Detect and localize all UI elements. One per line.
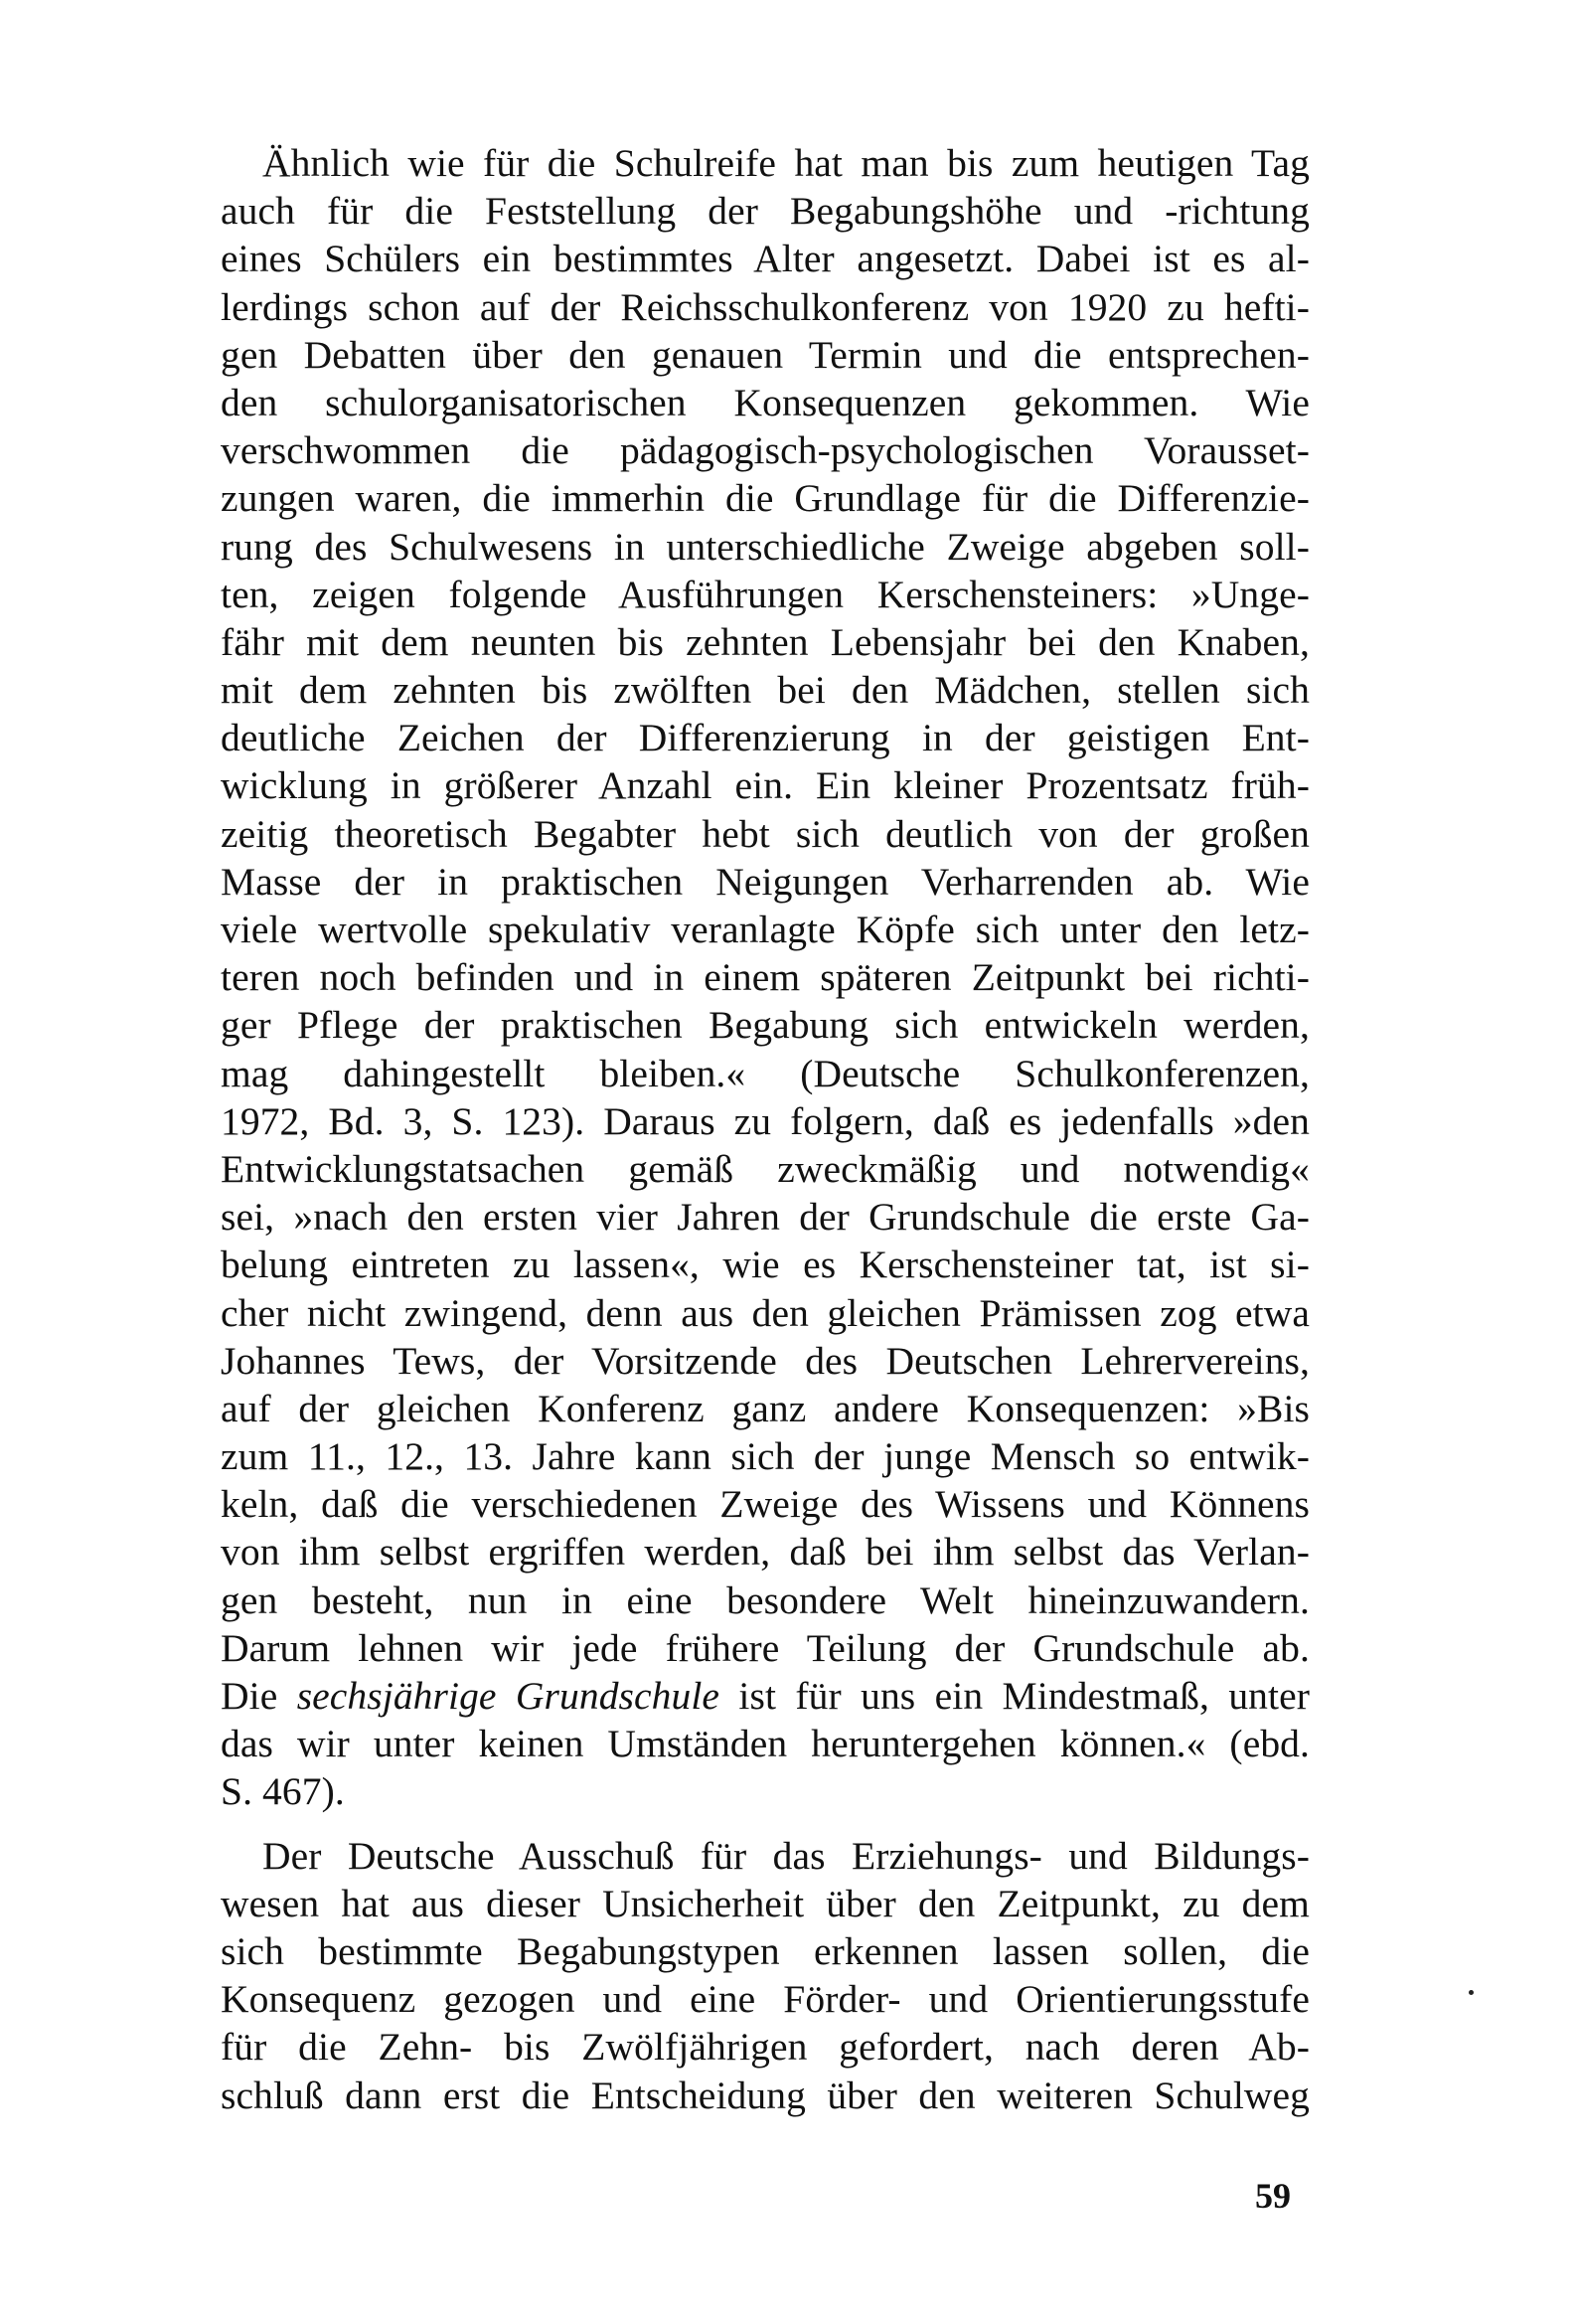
text-line: ger Pflege der praktischen Begabung sich entwickeln werden, <box>221 1003 1310 1048</box>
text-line: das wir unter keinen Umständen heruntergehen können.« (ebd. <box>221 1722 1310 1766</box>
paragraph-1 <box>221 139 1310 1816</box>
text-line: mag dahingestellt bleiben.« (Deutsche Schulkonferenzen, <box>221 1051 1310 1095</box>
text-line: Masse der in praktischen Neigungen Verharrenden ab. Wie <box>221 859 1310 904</box>
page-number: 59 <box>1255 2176 1291 2216</box>
text-line: sei, »nach den ersten vier Jahren der Grundschule die erste Ga- <box>221 1195 1310 1240</box>
text-line: zum 11., 12., 13. Jahre kann sich der junge Mensch so entwik- <box>221 1434 1310 1479</box>
text-line: rung des Schulwesens in unterschiedliche Zweige abgeben soll- <box>221 524 1310 569</box>
text-line: schluß dann erst die Entscheidung über den weiteren Schulweg <box>221 2073 1310 2117</box>
text-line: zeitig theoretisch Begabter hebt sich deutlich von der großen <box>221 811 1310 856</box>
scan-speck <box>1469 1990 1474 1995</box>
text-line: 1972, Bd. 3, S. 123). Daraus zu folgern, daß es jedenfalls »den <box>221 1098 1310 1143</box>
text-line: ten, zeigen folgende Ausführungen Kerschensteiners: »Unge- <box>221 572 1310 616</box>
text-line: teren noch befinden und in einem späteren Zeitpunkt bei richti- <box>221 955 1310 1000</box>
text-line: mit dem zehnten bis zwölften bei den Mädchen, stellen sich <box>221 668 1310 713</box>
text-line: sich bestimmte Begabungstypen erkennen lassen sollen, die <box>221 1928 1310 1973</box>
text-line <box>221 1672 1310 1720</box>
text-line: Ähnlich wie für die Schulreife hat man bis zum heutigen Tag <box>262 141 1310 185</box>
paragraph-gap <box>221 1816 1310 1832</box>
text-line: von ihm selbst ergriffen werden, daß bei ihm selbst das Verlan- <box>221 1530 1310 1575</box>
text-line: deutliche Zeichen der Differenzierung in der geistigen Ent- <box>221 716 1310 760</box>
text-line: S. 467). <box>221 1769 345 1814</box>
text-line: fähr mit dem neunten bis zehnten Lebensjahr bei den Knaben, <box>221 619 1310 664</box>
text-line: Johannes Tews, der Vorsitzende des Deutschen Lehrervereins, <box>221 1338 1310 1383</box>
text-fragment: Die <box>221 1674 297 1718</box>
text-line: eines Schülers ein bestimmtes Alter angesetzt. Dabei ist es al- <box>221 237 1310 281</box>
text-fragment: ist für uns ein Mindestmaß, unter <box>719 1674 1310 1718</box>
text-line: viele wertvolle spekulativ veranlagte Köpfe sich unter den letz- <box>221 908 1310 951</box>
text-line: gen besteht, nun in eine besondere Welt hineinzuwandern. <box>221 1577 1310 1622</box>
text-line: cher nicht zwingend, denn aus den gleichen Prämissen zog etwa <box>221 1290 1310 1335</box>
text-line: für die Zehn- bis Zwölfjährigen gefordert, nach deren Ab- <box>221 2025 1310 2070</box>
text-line: lerdings schon auf der Reichsschulkonferenz von 1920 zu hefti- <box>221 284 1310 329</box>
text-line: auf der gleichen Konferenz ganz andere Konsequenzen: »Bis <box>221 1386 1310 1430</box>
text-line: Entwicklungstatsachen gemäß zweckmäßig und notwendig« <box>221 1146 1310 1191</box>
emphasized-term: sechsjährige Grundschule <box>296 1674 720 1718</box>
text-line: Konsequenz gezogen und eine Förder- und Orientierungsstufe <box>221 1977 1310 2022</box>
text-line: wesen hat aus dieser Unsicherheit über den Zeitpunkt, zu dem <box>221 1881 1310 1925</box>
body-text <box>221 139 1310 2119</box>
text-line: den schulorganisatorischen Konsequenzen gekommen. Wie <box>221 380 1310 424</box>
text-line: Der Deutsche Ausschuß für das Erziehungs- und Bildungs- <box>262 1833 1310 1878</box>
text-line: gen Debatten über den genauen Termin und die entsprechen- <box>221 332 1310 377</box>
text-line: wicklung in größerer Anzahl ein. Ein kleiner Prozentsatz früh- <box>221 763 1310 808</box>
text-line: Darum lehnen wir jede frühere Teilung der Grundschule ab. <box>221 1625 1310 1670</box>
text-line: zungen waren, die immerhin die Grundlage für die Differenzie- <box>221 476 1310 521</box>
text-line: auch für die Feststellung der Begabungshöhe und -richtung <box>221 189 1310 234</box>
text-line: verschwommen die pädagogisch-psychologischen Vorausset- <box>221 428 1310 473</box>
text-line: keln, daß die verschiedenen Zweige des Wissens und Könnens <box>221 1482 1310 1527</box>
paragraph-2 <box>221 1832 1310 2119</box>
text-line: belung eintreten zu lassen«, wie es Kerschensteiner tat, ist si- <box>221 1243 1310 1287</box>
